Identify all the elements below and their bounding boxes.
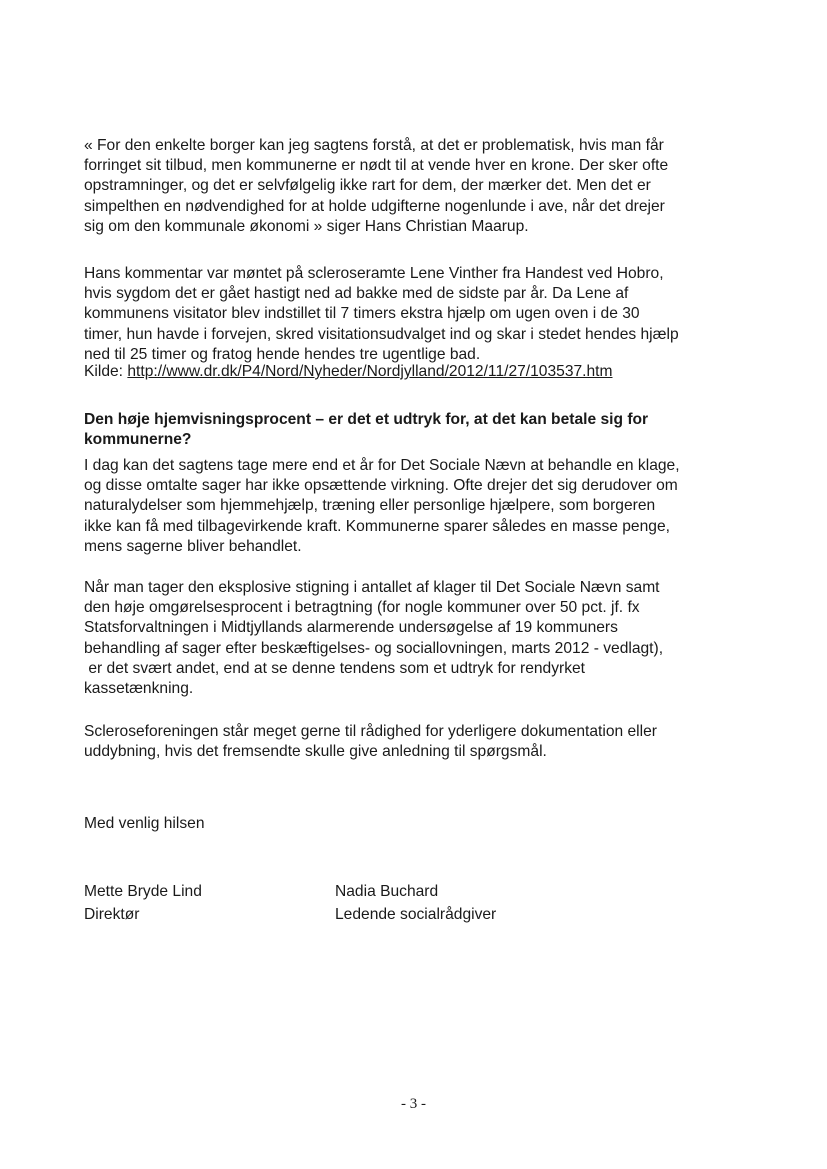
quote-line: « For den enkelte borger kan jeg sagtens forstå, at det er problematisk, hvis man får	[84, 137, 664, 154]
quote-line: sig om den kommunale økonomi » siger Hans Christian Maarup.	[84, 217, 529, 235]
signatory-title: Direktør	[84, 906, 140, 923]
quote-line: simpelthen en nødvendighed for at holde udgifterne nogenlunde i ave, når det drejer	[84, 197, 665, 215]
signatory-name: Mette Bryde Lind	[84, 883, 202, 900]
stigning-line: behandling af sager efter beskæftigelses- og sociallovningen, marts 2012 - vedlagt),	[84, 639, 664, 657]
signatory-social-advisor	[335, 880, 496, 926]
comment-line: kommunens visitator blev indstillet til 7 timers ekstra hjælp om ugen oven i de 30	[84, 305, 640, 323]
closing-line: Scleroseforeningen står meget gerne til rådighed for yderligere dokumentation eller	[84, 723, 657, 740]
naevn-line: ikke kan få med tilbagevirkende kraft. Kommunerne sparer således en masse penge,	[84, 517, 670, 535]
signatory-director	[84, 880, 202, 926]
greeting: Med venlig hilsen	[84, 815, 205, 832]
signatory-name: Nadia Buchard	[335, 883, 439, 900]
stigning-paragraph	[84, 578, 724, 699]
comment-line: Hans kommentar var møntet på scleroseramte Lene Vinther fra Handest ved Hobro,	[84, 265, 664, 282]
closing-paragraph	[84, 722, 724, 762]
naevn-line: mens sagerne bliver behandlet.	[84, 537, 302, 555]
source-link[interactable]: http://www.dr.dk/P4/Nord/Nyheder/Nordjylland/2012/11/27/103537.htm	[127, 363, 613, 380]
closing-line: uddybning, hvis det fremsendte skulle give anledning til spørgsmål.	[84, 743, 547, 761]
comment-line: timer, hun havde i forvejen, skred visitationsudvalget ind og skar i stedet hendes hjælp	[84, 325, 679, 343]
stigning-line: Statsforvaltningen i Midtjyllands alarmerende undersøgelse af 19 kommuners	[84, 619, 618, 637]
comment-line: ned til 25 timer og fratog hende hendes tre ugentlige bad.	[84, 345, 481, 363]
naevn-line: naturalydelser som hjemmehjælp, træning eller personlige hjælpere, som borgeren	[84, 497, 656, 515]
stigning-line: Når man tager den eksplosive stigning i antallet af klager til Det Sociale Nævn samt	[84, 579, 660, 596]
stigning-line: er det svært andet, end at se denne tendens som et udtryk for rendyrket	[84, 659, 586, 677]
heading-line: kommunerne?	[84, 431, 192, 449]
signatory-title: Ledende socialrådgiver	[335, 906, 497, 923]
section-heading	[84, 410, 724, 450]
naevn-line: og disse omtalte sager har ikke opsættende virkning. Ofte drejer det sig derudover om	[84, 477, 678, 495]
heading-line: Den høje hjemvisningsprocent – er det et udtryk for, at det kan betale sig for	[84, 411, 649, 428]
stigning-line: kassetænkning.	[84, 680, 194, 698]
comment-line: hvis sygdom det er gået hastigt ned ad bakke med de sidste par år. Da Lene af	[84, 285, 629, 303]
stigning-line: den høje omgørelsesprocent i betragtning (for nogle kommuner over 50 pct. jf. fx	[84, 599, 640, 617]
comment-paragraph	[84, 264, 724, 365]
quote-paragraph	[84, 136, 724, 237]
source-line	[84, 362, 613, 382]
naevn-line: I dag kan det sagtens tage mere end et år for Det Sociale Nævn at behandle en klage,	[84, 457, 680, 474]
naevn-paragraph	[84, 456, 724, 557]
source-label: Kilde:	[84, 363, 124, 380]
quote-line: forringet sit tilbud, men kommunerne er nødt til at vende hver en krone. Der sker ofte	[84, 157, 669, 175]
page-number: - 3 -	[401, 1096, 426, 1112]
quote-line: opstramninger, og det er selvfølgelig ikke rart for dem, der mærker det. Men det er	[84, 177, 651, 195]
